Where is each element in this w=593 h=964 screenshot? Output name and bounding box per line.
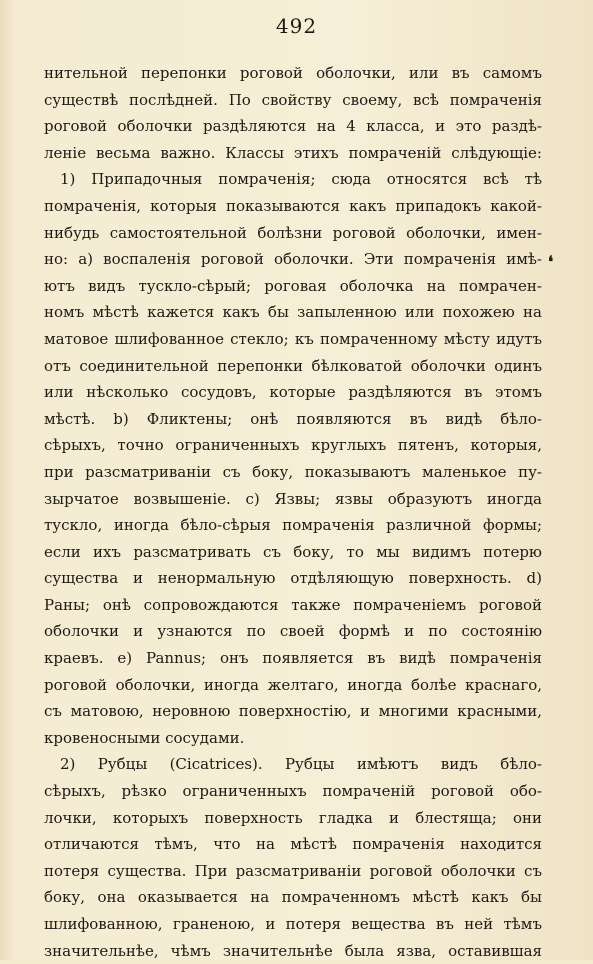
text-line: номъ мѣстѣ кажется какъ бы запыленною или похожею на	[44, 303, 542, 322]
body-text	[44, 60, 542, 964]
text-line: шлифованною, граненою, и потеря вещества въ ней тѣмъ	[44, 915, 542, 933]
text-line: съ матовою, неровною поверхностію, и многими красными,	[44, 702, 542, 721]
text-line: при разсматриваніи съ боку, показываютъ маленькое пу-	[44, 462, 542, 481]
page-number: 492	[275, 14, 318, 38]
text-line: нительной перепонки роговой оболочки, или въ самомъ	[44, 64, 542, 82]
text-line: существѣ послѣдней. По свойству своему, всѣ помраченія	[44, 90, 542, 109]
text-line: роговой оболочки, иногда желтаго, иногда болѣе краснаго,	[44, 675, 542, 694]
text-line: сѣрыхъ, точно ограниченныхъ круглыхъ пятенъ, которыя,	[44, 436, 542, 455]
text-line: помраченія, которыя показываются какъ припадокъ какой-	[44, 196, 542, 215]
text-line: или нѣсколько сосудовъ, которые раздѣляются въ этомъ	[44, 383, 542, 402]
text-line: лочки, которыхъ поверхность гладка и блестяща; они	[44, 808, 542, 827]
text-line: тускло, иногда бѣло-сѣрыя помраченія различной формы;	[44, 516, 542, 535]
text-line: боку, она оказывается на помраченномъ мѣстѣ какъ бы	[44, 888, 542, 907]
text-line: отъ соединительной перепонки бѣлковатой оболочки одинъ	[44, 356, 542, 375]
text-line: ютъ видъ тускло-сѣрый; роговая оболочка на помрачен-	[44, 276, 542, 295]
text-line: сѣрыхъ, рѣзко ограниченныхъ помраченій роговой обо-	[44, 782, 542, 801]
text-line: значительнѣе, чѣмъ значительнѣе была язва, оставившая	[44, 941, 542, 960]
text-line: кровеносными сосудами.	[44, 728, 245, 747]
text-line: если ихъ разсматривать съ боку, то мы видимъ потерю	[44, 542, 542, 561]
text-line: мѣстѣ. b) Фликтены; онѣ появляются въ видѣ бѣло-	[44, 409, 542, 428]
text-line: леніе весьма важно. Классы этихъ помраченій слѣдующіе:	[44, 143, 542, 162]
text-line: 1) Припадочныя помраченія; сюда относятся всѣ тѣ	[60, 170, 542, 189]
text-line: потеря существа. При разсматриваніи роговой оболочки съ	[44, 861, 542, 880]
text-line: но: а) воспаленія роговой оболочки. Эти помраченія имѣ-	[44, 250, 542, 269]
text-line: краевъ. e) Pannus; онъ появляется въ видѣ помраченія	[44, 649, 542, 668]
text-line: роговой оболочки раздѣляются на 4 класса, и это раздѣ-	[44, 117, 542, 136]
text-line: оболочки и узнаются по своей формѣ и по состоянію	[44, 622, 542, 641]
text-line: существа и ненормальную отдѣляющую поверхность. d)	[44, 569, 542, 588]
text-line: Раны; онѣ сопровождаются также помраченіемъ роговой	[44, 595, 542, 614]
text-line: нибудь самостоятельной болѣзни роговой оболочки, имен-	[44, 223, 542, 242]
text-line: отличаются тѣмъ, что на мѣстѣ помраченія находится	[44, 835, 542, 854]
margin-mark: ❛	[548, 252, 554, 271]
text-line: зырчатое возвышеніе. c) Язвы; язвы образуютъ иногда	[44, 489, 542, 508]
text-line: матовое шлифованное стекло; къ помраченному мѣсту идутъ	[44, 329, 542, 348]
text-line: 2) Рубцы (Cicatrices). Рубцы имѣютъ видъ бѣло-	[60, 755, 542, 774]
